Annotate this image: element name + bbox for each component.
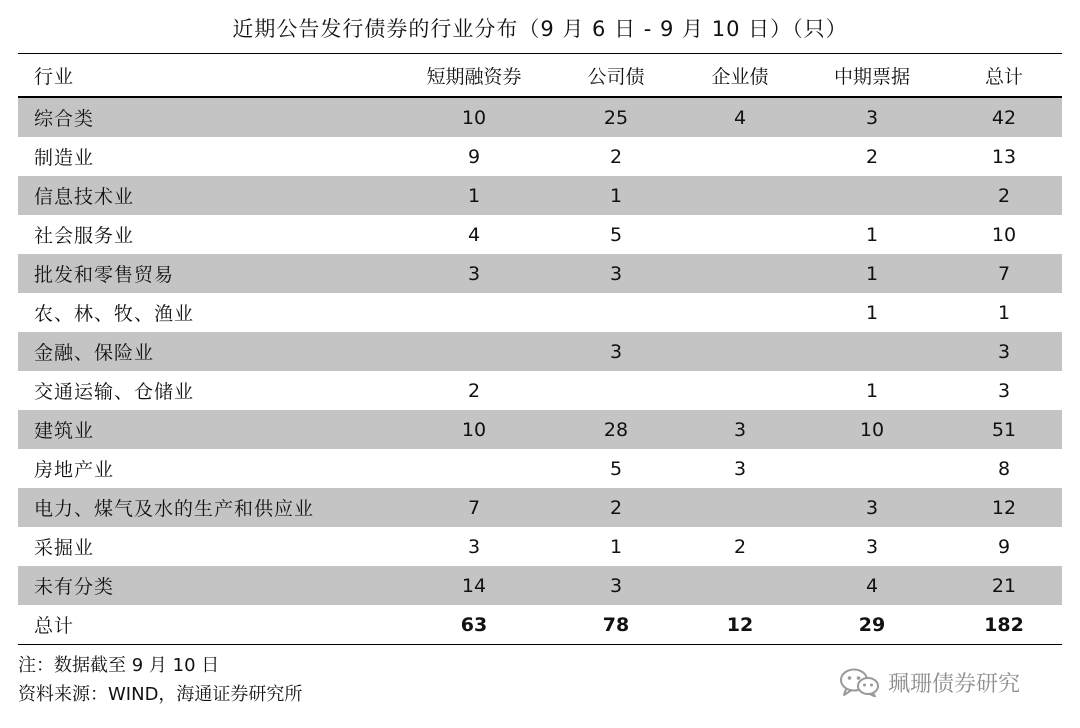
table-row [18,137,1062,176]
header-medium-term-note: 中期票据 [833,65,910,88]
table-row [18,527,1062,566]
watermark-text: 珮珊债券研究 [888,671,1021,697]
value-cell: 3 [609,340,623,363]
value-cell: 7 [997,262,1011,285]
industry-cell: 建筑业 [34,420,95,442]
total-value: 182 [984,613,1024,636]
value-cell: 25 [603,106,629,129]
value-cell: 1 [865,223,879,246]
value-cell: 1 [609,184,623,207]
value-cell: 2 [865,145,879,168]
value-cell: 3 [865,496,879,519]
total-row [18,605,1062,644]
table-row [18,449,1062,488]
value-cell: 2 [733,535,747,558]
value-cell: 13 [991,145,1017,168]
table-row [18,176,1062,215]
total-value: 29 [858,613,886,636]
value-cell: 1 [609,535,623,558]
value-cell: 10 [991,223,1017,246]
note-source: 资料来源：WIND，海通证券研究所 [18,684,303,705]
table-row [18,254,1062,293]
footnotes [18,651,302,709]
industry-cell: 农、林、牧、渔业 [34,303,195,325]
total-value: 63 [460,613,488,636]
value-cell: 7 [467,496,481,519]
table-row [18,410,1062,449]
value-cell: 28 [603,418,629,441]
industry-cell: 信息技术业 [34,186,135,208]
value-cell: 3 [997,340,1011,363]
value-cell: 2 [467,379,481,402]
value-cell: 10 [461,418,487,441]
table-row [18,488,1062,527]
industry-cell: 批发和零售贸易 [34,264,175,286]
value-cell: 3 [733,457,747,480]
wechat-icon [838,667,880,697]
value-cell: 10 [859,418,885,441]
table-row [18,98,1062,137]
header-total: 总计 [984,65,1023,88]
industry-cell: 交通运输、仓储业 [34,381,195,403]
value-cell: 3 [467,535,481,558]
industry-bond-table [18,53,1062,645]
total-value: 12 [726,613,754,636]
value-cell: 3 [997,379,1011,402]
table-header-row [18,54,1062,98]
value-cell: 10 [461,106,487,129]
header-corporate-bond: 公司债 [587,65,645,88]
industry-cell: 综合类 [34,108,95,130]
value-cell: 3 [609,262,623,285]
value-cell: 1 [865,301,879,324]
industry-cell: 电力、煤气及水的生产和供应业 [34,498,315,520]
header-short-term-financing: 短期融资券 [426,65,522,88]
value-cell: 42 [991,106,1017,129]
value-cell: 9 [467,145,481,168]
value-cell: 3 [865,535,879,558]
table-row [18,293,1062,332]
value-cell: 3 [467,262,481,285]
note-date: 注：数据截至 9 月 10 日 [18,655,220,676]
industry-cell: 房地产业 [34,459,115,481]
value-cell: 2 [609,496,623,519]
table-row [18,371,1062,410]
value-cell: 2 [997,184,1011,207]
value-cell: 1 [865,262,879,285]
table-row [18,332,1062,371]
value-cell: 3 [733,418,747,441]
value-cell: 5 [609,457,623,480]
value-cell: 4 [865,574,879,597]
value-cell: 51 [991,418,1017,441]
industry-cell: 社会服务业 [34,225,135,247]
value-cell: 14 [461,574,487,597]
table-row [18,215,1062,254]
watermark [838,664,1020,700]
value-cell: 8 [997,457,1011,480]
value-cell: 12 [991,496,1017,519]
value-cell: 9 [997,535,1011,558]
total-value: 78 [602,613,630,636]
industry-cell: 金融、保险业 [34,342,155,364]
industry-cell: 未有分类 [34,576,115,598]
industry-cell: 制造业 [34,147,95,169]
value-cell: 5 [609,223,623,246]
value-cell: 21 [991,574,1017,597]
value-cell: 3 [609,574,623,597]
value-cell: 1 [467,184,481,207]
table-row [18,566,1062,605]
industry-cell: 采掘业 [34,537,95,559]
table-title: 近期公告发行债券的行业分布（9 月 6 日 - 9 月 10 日）（只） [232,17,848,41]
header-industry: 行业 [34,65,75,88]
value-cell: 4 [733,106,747,129]
value-cell: 2 [609,145,623,168]
value-cell: 4 [467,223,481,246]
value-cell: 1 [865,379,879,402]
value-cell: 1 [997,301,1011,324]
header-enterprise-bond: 企业债 [711,65,769,88]
value-cell: 3 [865,106,879,129]
total-label: 总计 [34,615,75,637]
